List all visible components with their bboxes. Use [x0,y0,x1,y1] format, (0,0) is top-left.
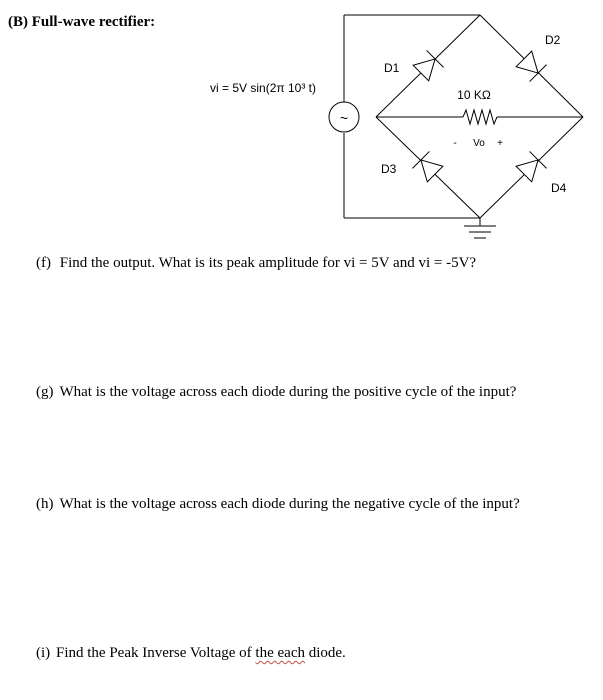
question-g-label: (g) [36,384,54,400]
diode-d2-label: D2 [545,33,561,47]
vo-label: Vo [473,138,485,149]
load-resistor [463,110,497,124]
vo-minus-sign: - [453,138,457,149]
ac-source [329,102,359,132]
question-h-text: What is the voltage across each diode during the negative cycle of the input? [59,496,520,512]
resistor-label: 10 KΩ [457,88,491,102]
question-i-text-before: Find the Peak Inverse Voltage of [56,645,256,661]
question-f-label: (f) [36,255,51,271]
question-f-text: Find the output. What is its peak amplitude for vi = 5V and vi = -5V? [59,255,477,271]
question-i-text-after: diode. [304,645,346,661]
vo-plus-sign: + [497,138,503,149]
source-label: vi = 5V sin(2π 10³ t) [210,81,316,95]
question-h-label: (h) [36,496,54,512]
diode-d1-label: D1 [384,61,400,75]
ground-symbol [464,226,496,238]
question-g-text: What is the voltage across each diode during the positive cycle of the input? [59,384,517,400]
ac-source-symbol: ~ [339,110,349,126]
question-h [36,496,520,513]
section-heading: (B) Full-wave rectifier: [8,14,156,30]
diode-d3-label: D3 [381,162,397,176]
question-g [36,384,516,401]
diode-d4 [515,151,546,182]
question-i [36,645,346,662]
diode-d4-label: D4 [551,181,567,195]
question-i-label: (i) [36,645,51,661]
question-i-underlined-text: the each [255,645,305,661]
question-f [36,255,476,272]
